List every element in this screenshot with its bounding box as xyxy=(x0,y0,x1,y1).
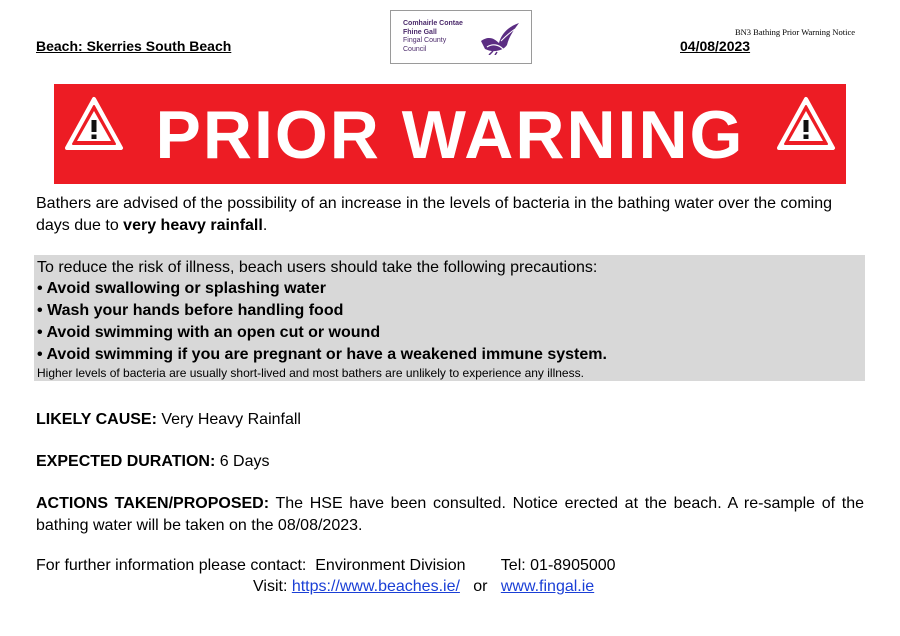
contact-line: For further information please contact: Environment Division Tel: 01-8905000 xyxy=(36,557,616,574)
bullet: • xyxy=(37,302,43,319)
precaution-text: Avoid swallowing or splashing water xyxy=(46,280,326,297)
prior-warning-banner xyxy=(54,84,846,184)
precautions-lead: To reduce the risk of illness, beach users should take the following precautions: xyxy=(37,259,598,276)
beaches-link[interactable]: https://www.beaches.ie/ xyxy=(291,578,460,595)
likely-cause-value: Very Heavy Rainfall xyxy=(156,411,301,428)
visit-line xyxy=(253,578,594,596)
logo-text xyxy=(403,20,463,54)
bullet: • xyxy=(37,324,43,341)
likely-cause xyxy=(36,411,301,429)
expected-duration-value: 6 Days xyxy=(215,453,270,470)
advisory-bold: very heavy rainfall xyxy=(123,217,263,234)
actions-taken xyxy=(36,493,864,537)
notice-date: 04/08/2023 xyxy=(680,38,751,54)
precaution-item xyxy=(37,346,607,364)
precaution-item xyxy=(37,324,380,342)
expected-duration-label: EXPECTED DURATION: xyxy=(36,453,216,470)
bird-emblem-icon xyxy=(479,21,521,55)
warning-triangle-icon xyxy=(776,96,836,152)
beach-name: Beach: Skerries South Beach xyxy=(36,38,232,54)
precaution-item xyxy=(37,280,326,298)
logo-line-3: Fingal County xyxy=(403,37,447,44)
precaution-item xyxy=(37,302,343,320)
banner-title: PRIOR WARNING xyxy=(155,97,745,173)
document-reference: BN3 Bathing Prior Warning Notice xyxy=(735,27,856,37)
precaution-text: Avoid swimming with an open cut or wound xyxy=(46,324,381,341)
actions-value: The HSE have been consulted. Notice erected at the beach. A re-sample of the bathing water will be taken on the 08/08/2023. xyxy=(36,495,865,534)
precautions-note: Higher levels of bacteria are usually short-lived and most bathers are unlikely to experience any illness. xyxy=(37,366,584,380)
logo-line-2: Fhine Gall xyxy=(403,28,437,36)
precaution-text: Wash your hands before handling food xyxy=(47,302,344,319)
logo-line-4: Council xyxy=(403,45,427,53)
bullet: • xyxy=(37,280,43,297)
likely-cause-label: LIKELY CAUSE: xyxy=(36,411,157,428)
fingal-logo xyxy=(390,10,532,64)
advisory-end: . xyxy=(262,217,268,234)
or-separator: or xyxy=(459,578,501,595)
visit-label: Visit: xyxy=(253,578,292,595)
bullet: • xyxy=(37,346,43,363)
logo-line-1: Comhairle Contae xyxy=(403,20,463,27)
expected-duration xyxy=(36,453,270,471)
fingal-link[interactable]: www.fingal.ie xyxy=(500,578,595,595)
advisory-text: Bathers are advised of the possibility of an increase in the levels of bacteria in the bathing water over the coming days due to xyxy=(36,195,833,234)
advisory-paragraph xyxy=(36,193,864,237)
precaution-text: Avoid swimming if you are pregnant or have a weakened immune system. xyxy=(46,346,607,363)
precautions-box xyxy=(34,255,865,381)
actions-label: ACTIONS TAKEN/PROPOSED: xyxy=(36,495,270,512)
